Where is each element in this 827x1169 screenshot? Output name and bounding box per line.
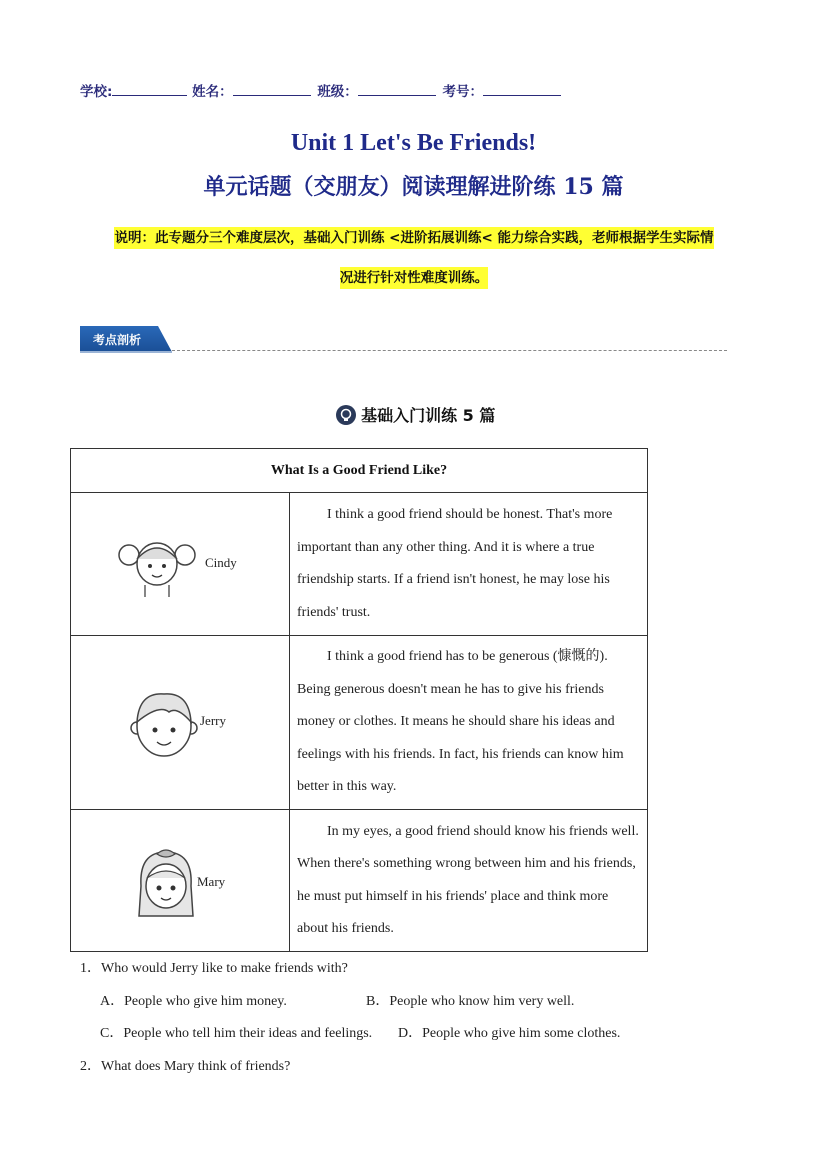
instruction-note	[80, 218, 748, 298]
class-blank[interactable]	[358, 83, 436, 96]
question-1-option-b[interactable]: B．People who know him very well.	[366, 994, 575, 1009]
cindy-avatar-icon	[117, 531, 197, 601]
section-tab	[80, 326, 172, 352]
opinion-text: I think a good friend should be honest. That's more important than any other thing. And it is where a true friendship starts. If a friend isn't honest, he may lose his friends' trust.	[297, 507, 613, 620]
exam-no-blank[interactable]	[483, 83, 561, 96]
opinion-text: I think a good friend has to be generous (慷慨的). Being generous doesn't mean he has to give his friends money or clothes. It means he should share his ideas and feelings with his friends. In fact, his friends can know him better in this way.	[297, 649, 624, 795]
school-blank[interactable]	[112, 83, 187, 96]
name-blank[interactable]	[233, 83, 311, 96]
question-2: 2．What does Mary think of friends?	[80, 1059, 291, 1074]
table-row	[71, 636, 648, 810]
name-label: 姓名：	[192, 84, 233, 100]
picture-cell	[71, 493, 290, 636]
table-row	[71, 810, 648, 952]
exam-no-label: 考号：	[442, 84, 484, 100]
section-tab-label: 考点剖析	[93, 333, 142, 347]
note-line-1: 说明：此专题分三个难度层次，基础入门训练 <进阶拓展训练< 能力综合实践，老师根据学生实际情	[114, 227, 713, 249]
friends-table	[70, 448, 648, 952]
mary-avatar-icon	[131, 846, 201, 926]
class-label: 班级：	[317, 84, 358, 100]
question-1-option-a[interactable]: A．People who give him money.	[100, 994, 287, 1009]
friend-name: Cindy	[205, 555, 237, 570]
subheading	[336, 403, 495, 427]
table-header-row	[71, 449, 648, 493]
opinion-text: In my eyes, a good friend should know his friends well. When there's something wrong between him and his friends, he must put himself in his friends' place and think more about his friends.	[297, 823, 639, 936]
bulb-icon	[336, 405, 356, 425]
opinion-text-cell	[290, 810, 648, 952]
opinion-text-cell	[290, 493, 648, 636]
picture-cell	[71, 810, 290, 952]
friend-name: Mary	[197, 874, 226, 889]
question-1-option-d[interactable]: D．People who give him some clothes.	[398, 1026, 621, 1041]
table-title: What Is a Good Friend Like?	[71, 449, 648, 493]
friend-name: Jerry	[200, 713, 226, 728]
school-label: 学校:	[80, 84, 113, 100]
opinion-text-cell	[290, 636, 648, 810]
student-info-line	[80, 80, 640, 100]
question-1: 1．Who would Jerry like to make friends with?	[80, 961, 348, 976]
picture-cell	[71, 636, 290, 810]
note-line-2: 况进行针对性难度训练。	[340, 267, 489, 289]
question-1-option-c[interactable]: C．People who tell him their ideas and feelings.	[100, 1026, 373, 1041]
title-chinese: 单元话题（交朋友）阅读理解进阶练 15 篇	[203, 174, 624, 200]
table-row	[71, 493, 648, 636]
section-divider	[172, 350, 727, 351]
title-english: Unit 1 Let's Be Friends!	[290, 130, 537, 156]
jerry-avatar-icon	[129, 684, 199, 764]
subheading-label: 基础入门训练 5 篇	[361, 406, 496, 425]
